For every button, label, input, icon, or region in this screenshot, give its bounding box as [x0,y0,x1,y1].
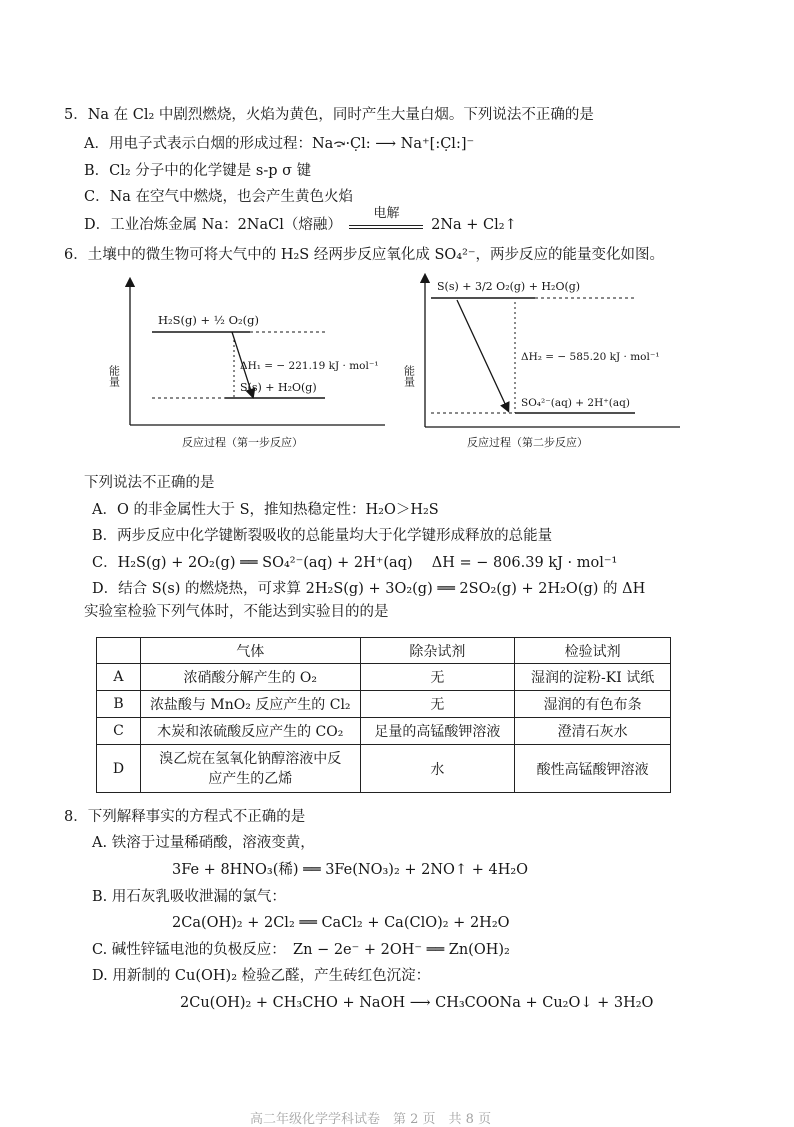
q6-option-a: A．O 的非金属性大于 S，推知热稳定性：H₂O＞H₂S [92,502,439,518]
q7-stem: 实验室检验下列气体时，不能达到实验目的的是 [84,604,389,620]
table-cell: 酸性高锰酸钾溶液 [515,745,671,793]
q5-option-a: A．用电子式表示白烟的形成过程：Na⤼·C̣l: ⟶ Na⁺[:C̣l:]⁻ [84,136,475,152]
table-header [97,638,141,664]
table-row [97,718,671,745]
q6-option-c: C．H₂S(g) + 2O₂(g) ══ SO₄²⁻(aq) + 2H⁺(aq) ΔH = − 806.39 kJ · mol⁻¹ [92,555,618,571]
table-cell: 浓盐酸与 MnO₂ 反应产生的 Cl₂ [140,691,360,718]
y-axis-label: 能量 [402,365,416,387]
q8-equation-a: 3Fe + 8HNO₃(稀) ══ 3Fe(NO₃)₂ + 2NO↑ + 4H₂O [172,862,529,878]
reaction-arrow [457,300,507,408]
q5-option-b: B．Cl₂ 分子中的化学键是 s-p σ 键 [84,163,312,179]
table-cell: 木炭和浓硫酸反应产生的 CO₂ [140,718,360,745]
page-footer: 高二年级化学学科试卷 第 2 页 共 8 页 [250,1112,492,1127]
energy-diagram-step2 [395,270,695,458]
q6-option-b: B．两步反应中化学键断裂吸收的总能量均大于化学键形成释放的总能量 [92,528,553,544]
q6-prompt: 下列说法不正确的是 [84,475,215,491]
y-axis-label: 能量 [107,365,121,387]
reactant-label: S(s) + 3/2 O₂(g) + H₂O(g) [437,280,581,293]
table-cell: 无 [360,664,515,691]
table-cell: 无 [360,691,515,718]
delta-h2-label: ΔH₂ = − 585.20 kJ · mol⁻¹ [521,351,660,363]
q8-stem: 8．下列解释事实的方程式不正确的是 [64,809,306,825]
table-header: 除杂试剂 [360,638,515,664]
table-row [97,664,671,691]
electrolysis-arrow [349,206,423,229]
table-cell: 湿润的有色布条 [515,691,671,718]
table-header: 气体 [140,638,360,664]
q5-option-d-lhs: 2NaCl（熔融） [237,217,342,233]
gas-test-table [96,637,671,793]
table-cell: 浓硝酸分解产生的 O₂ [140,664,360,691]
delta-h1-label: ΔH₁ = − 221.19 kJ · mol⁻¹ [240,360,379,372]
q5-option-d-rhs: 2Na + Cl₂↑ [431,217,517,233]
table-cell: C [97,718,141,745]
q8-equation-b: 2Ca(OH)₂ + 2Cl₂ ══ CaCl₂ + Ca(ClO)₂ + 2H₂O [172,915,510,931]
q8-option-d: D. 用新制的 Cu(OH)₂ 检验乙醛，产生砖红色沉淀： [92,968,431,984]
q8-option-b: B. 用石灰乳吸收泄漏的氯气： [92,889,286,905]
table-cell: B [97,691,141,718]
q8-option-a: A. 铁溶于过量稀硝酸，溶液变黄， [92,835,315,851]
table-cell: 水 [360,745,515,793]
table-cell: 澄清石灰水 [515,718,671,745]
diagram2-caption: 反应过程（第二步反应） [467,436,588,449]
table-cell: 湿润的淀粉-KI 试纸 [515,664,671,691]
double-line-icon [349,225,423,229]
table-cell: 溴乙烷在氢氧化钠醇溶液中反应产生的乙烯 [140,745,360,793]
q8-equation-d: 2Cu(OH)₂ + CH₃CHO + NaOH ⟶ CH₃COONa + Cu₂O↓ + 3H₂O [180,995,654,1011]
table-cell: 足量的高锰酸钾溶液 [360,718,515,745]
q5-option-d [84,206,517,234]
q8-option-c: C. 碱性锌锰电池的负极反应： Zn − 2e⁻ + 2OH⁻ ══ Zn(OH)₂ [92,942,510,958]
q5-stem: 5．Na 在 Cl₂ 中剧烈燃烧，火焰为黄色，同时产生大量白烟。下列说法不正确的是 [64,107,594,123]
table-row [97,745,671,793]
table-row [97,691,671,718]
electrolysis-condition: 电解 [373,206,400,221]
q6-stem: 6．土壤中的微生物可将大气中的 H₂S 经两步反应氧化成 SO₄²⁻，两步反应的能量变化如图。 [64,247,665,263]
product-label: S(s) + H₂O(g) [240,381,317,394]
reactant-label: H₂S(g) + ½ O₂(g) [158,313,259,327]
q6-option-d: D．结合 S(s) 的燃烧热，可求算 2H₂S(g) + 3O₂(g) ══ 2SO₂(g) + 2H₂O(g) 的 ΔH [92,581,646,597]
q5-option-c: C．Na 在空气中燃烧，也会产生黄色火焰 [84,189,354,205]
table-cell: D [97,745,141,793]
diagram1-caption: 反应过程（第一步反应） [182,436,303,449]
product-label: SO₄²⁻(aq) + 2H⁺(aq) [521,397,630,409]
table-header: 检验试剂 [515,638,671,664]
energy-diagram-step1 [100,270,400,458]
table-cell: A [97,664,141,691]
table-header-row [97,638,671,664]
q5-option-d-prefix: D．工业冶炼金属 Na： [84,217,238,233]
